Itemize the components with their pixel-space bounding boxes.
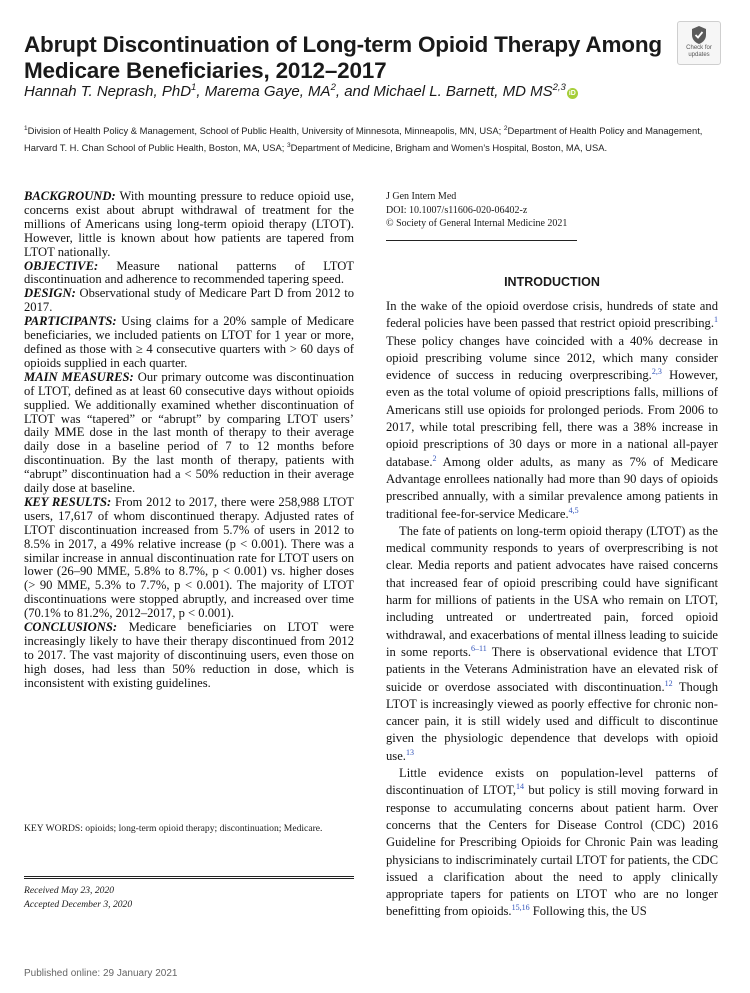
paragraph-text: Among older adults, as many as 7% of Medicare Advantage enrollees nationally had more than 90 days of opioids prescribed annually, with a similar prevalence among patients in traditional fee-for-service Medicare. [386,454,718,521]
author-name[interactable]: Marema Gaye, MA [204,83,331,100]
abstract-label: BACKGROUND: [24,189,116,203]
journal-info [386,190,567,231]
abstract-section: PARTICIPANTS: Using claims for a 20% sample of Medicare beneficiaries, we included patients on LTOT for 1 year or more, defined as those with ≥ 4 consecutive quarters with > 60 days of opioids supplied in each quarter. [24,314,354,370]
intro-paragraph [386,523,718,765]
doi[interactable]: DOI: 10.1007/s11606-020-06402-z [386,204,528,216]
affiliation-text: Division of Health Policy & Management, School of Public Health, University of Minnesota, Minneapolis, MN, USA; [27,125,504,137]
paragraph-text: Though LTOT is increasingly viewed as poorly effective for chronic non-cancer pain, it is still widely used and difficult to discontinue given the physiologic dependence that develops with opioid use. [386,679,719,763]
citation-link[interactable]: 15,16 [511,903,530,913]
article-dates [24,884,132,912]
paragraph-text: However, even as the total volume of opioid prescriptions falls, millions of Americans still use opioids for prolonged periods. From 2006 to 2017, while total prescribing fell, there was a 38% increase in opioid prescriptions of 30 days or more in a national all-payer database. [386,368,718,469]
paragraph-text: but policy is still moving forward in response to accumulating concerns about patient harm. Over concerns that the Centers for Disease Control (CDC) 2016 Guideline for Prescribing Opioids for Chronic Pain was leading physicians to indiscriminately curtail LTOT for patients, the CDC issued a clarification about the need to apply clinically appropriate tapers for patients on LTOT who are no longer benefitting from opioids. [386,783,718,919]
copyright: © Society of General Internal Medicine 2021 [386,218,568,229]
abstract-section: KEY RESULTS: From 2012 to 2017, there were 258,988 LTOT users, 17,617 of whom discontinued therapy. Adjusted rates of LTOT discontinuation increased from 5.7% of users in 2012 to 8.5% in 2017, a 49% relative increase (p < 0.001). There was a similar increase in annual discontinuation rate for LTOT users on lower (26–90 MME, 5.8% to 8.7%, p < 0.001) vs. higher doses (> 90 MME, 5.3% to 7.7%, p < 0.001). The majority of LTOT discontinuations were stopped abruptly, and increased over time (70.1% to 81.2%, 2012–2017, p < 0.001). [24,494,354,621]
citation-link[interactable]: 1 [714,315,718,325]
intro-paragraph [386,765,718,921]
author-affil-ref: 1 [191,82,197,93]
abstract-label: KEY RESULTS: [24,494,112,509]
paragraph-text: There is observational evidence that LTOT patients in the Veterans Administration have an elevated risk of suicide or overdose associated with discontinuation. [386,644,718,694]
check-for-updates-badge[interactable] [677,21,721,65]
section-heading: INTRODUCTION [504,275,600,289]
affiliations: $^1$Division of Health Policy & Management, School of Public Health, University of Minnesota, Minneapolis, MN, USA; $^2$Department of Health Policy and Management, Harvard T. H. Chan School of Public Health, Boston, MA, USA; $^3$Department of Medicine, Brigham and Women’s Hospital, Boston, MA, USA. [24,125,703,154]
author-name[interactable]: Hannah T. Neprash, PhD [24,83,192,100]
badge-label: Check for updates [686,45,712,58]
author-list: Hannah T. Neprash, PhD$^1$, Marema Gaye, $MA^2$, and Michael L. Barnett, MD MS$^{2,3}$iD [24,82,576,100]
affiliation-text: Department of Medicine, Brigham and Women’s Hospital, Boston, MA, USA. [290,142,608,154]
intro-paragraph [386,298,718,523]
affiliation-text: Department of Health Policy and Management, Harvard T. H. Chan School of Public Health, Boston, MA, USA; [24,125,703,154]
abstract-section: MAIN MEASURES: Our primary outcome was discontinuation of LTOT, defined as at least 60 consecutive days without opioids supplied. We additionally examined whether discontinuation of LTOT was “tapered” or “abrupt” by comparing LTOT users’ daily MME dose in the last month of therapy to their average daily dose in a baseline period of 7 to 12 months before discontinuation. By the last month of therapy, patients with “abrupt” discontinuation had a < 50% reduction in their average daily dose at baseline. [24,369,354,496]
author-name[interactable]: Michael L. Barnett, MD MS [373,83,553,100]
paragraph-text: Little evidence exists on population-level patterns of discontinuation of LTOT, [386,766,718,798]
abstract-label: PARTICIPANTS: [24,314,117,329]
paragraph-text: In the wake of the opioid overdose crisis, hundreds of state and federal policies have been passed that restrict opioid prescribing. [386,299,718,331]
author-affil-ref: 2,3 [552,82,566,93]
citation-link[interactable]: 2 [432,453,437,463]
author-affil-ref: 2 [330,82,336,93]
journal-name: J Gen Intern Med [386,191,457,202]
paragraph-text: Following this, the US [529,904,647,919]
accepted-date: Accepted December 3, 2020 [24,899,133,910]
abstract-label: DESIGN: [24,286,76,301]
abstract-section: OBJECTIVE: Measure national patterns of LTOT discontinuation and adherence to recommended tapering speed. [24,258,354,287]
article-title: Abrupt Discontinuation of Long-term Opioid Therapy Among Medicare Beneficiaries, 2012–2017 [24,32,662,84]
paragraph-text: These policy changes have coincided with a 40% decrease in opioid prescribing volume since 2012, which many consider evidence of success in reducing overprescribing. [386,333,718,383]
citation-link[interactable]: 14 [516,782,524,792]
received-date: Received May 23, 2020 [24,885,115,896]
citation-link[interactable]: 12 [664,678,673,688]
abstract-section: BACKGROUND: With mounting pressure to reduce opioid use, concerns exist about abrupt withdrawal of treatment for the millions of Americans using long-term opioid therapy (LTOT). However, little is known about how patients are tapered from LTOT nationally. [24,189,354,259]
citation-link[interactable]: 6–11 [471,643,487,653]
abstract-section: DESIGN: Observational study of Medicare Part D from 2012 to 2017. [24,286,354,315]
abstract-label: OBJECTIVE: [24,258,99,273]
introduction-body [386,298,718,921]
citation-link[interactable]: 4,5 [568,505,579,515]
paragraph-text: The fate of patients on long-term opioid therapy (LTOT) as the medical community responds to years of overprescribing is not clear. Media reports and patient advocates have raised concerns that increased fear of opioid prescribing could have significant harm for millions of patients in the USA who remain on LTOT, including untreated or undertreated pain, forced opioid withdrawal, and exacerbations of mental illness leading to suicide in some reports. [386,523,718,659]
published-online: Published online: 29 January 2021 [24,968,178,979]
abstract-label: CONCLUSIONS: [24,620,118,635]
check-updates-icon [690,25,708,45]
abstract-section: CONCLUSIONS: Medicare beneficiaries on LTOT were increasingly likely to have their therapy discontinued from 2012 to 2017. The vast majority of discontinuing users, even those on high doses, had less than 50% reduction in dose, which is inconsistent with existing guidelines. [24,620,354,690]
citation-link[interactable]: 13 [405,747,414,757]
citation-link[interactable]: 2,3 [651,367,662,376]
abstract-label: MAIN MEASURES: [24,369,134,384]
divider [386,240,577,241]
orcid-icon[interactable]: iD [568,90,576,97]
divider [24,876,354,879]
keywords: KEY WORDS: opioids; long-term opioid therapy; discontinuation; Medicare. [24,823,323,834]
abstract [24,190,354,691]
